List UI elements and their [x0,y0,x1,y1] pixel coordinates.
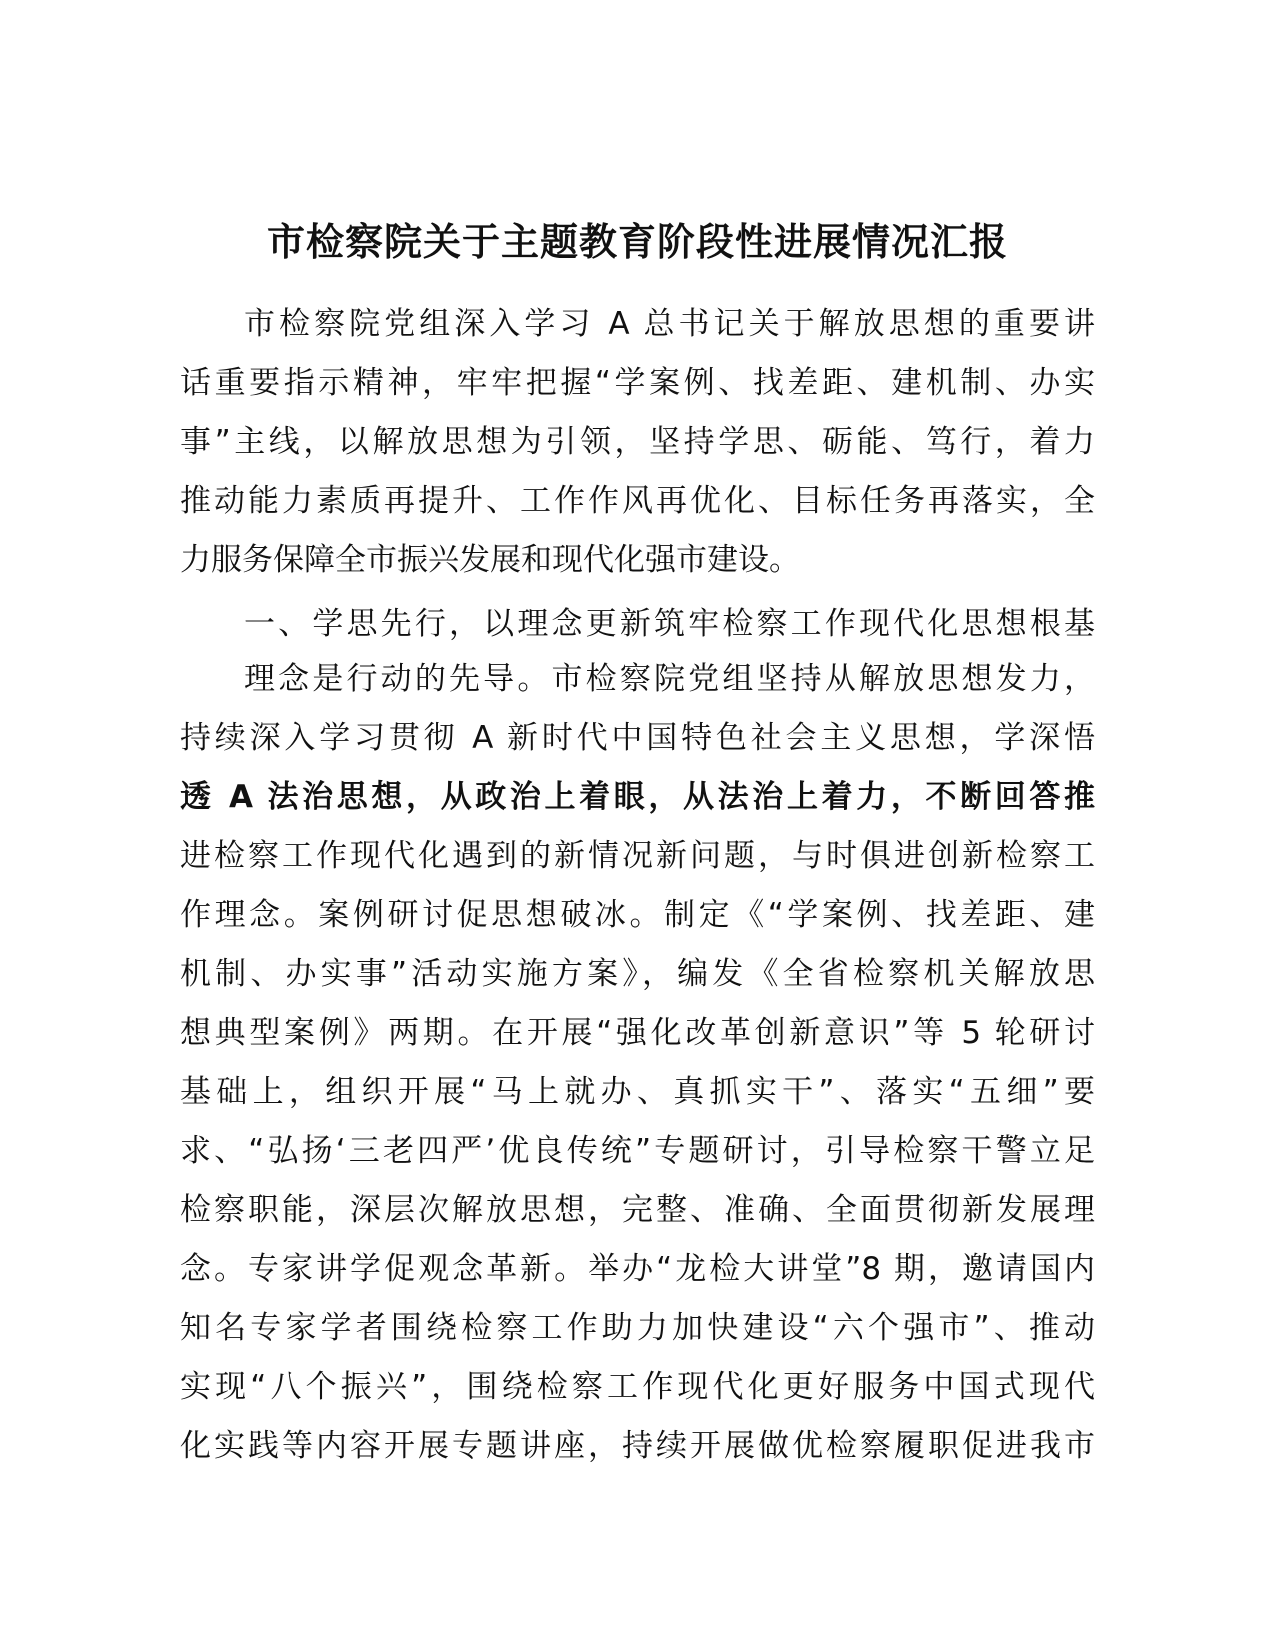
paragraph-line: 事”主线，以解放思想为引领，坚持学思、砺能、笃行，着力 [180,424,1095,460]
section-1-paragraph [180,650,1095,1476]
paragraph-line: 话重要指示精神，牢牢把握“学案例、找差距、建机制、办实 [180,365,1095,401]
paragraph-line: 化实践等内容开展专题讲座，持续开展做优检察履职促进我市 [180,1428,1095,1464]
intro-paragraph [180,295,1095,590]
document-title: 市检察院关于主题教育阶段性进展情况汇报 [266,220,1008,264]
paragraph-line: 想典型案例》两期。在开展“强化改革创新意识”等 5 轮研讨 [180,1015,1095,1051]
paragraph-line: 机制、办实事”活动实施方案》，编发《全省检察机关解放思 [180,956,1095,992]
paragraph-line: 检察职能，深层次解放思想，完整、准确、全面贯彻新发展理 [180,1192,1095,1228]
section-heading-text: 一、学思先行，以理念更新筑牢检察工作现代化思想根基 [244,606,1095,642]
paragraph-line: 进检察工作现代化遇到的新情况新问题，与时俱进创新检察工 [180,838,1095,874]
paragraph-line: 理念是行动的先导。市检察院党组坚持从解放思想发力， [244,661,1095,697]
paragraph-line: 持续深入学习贯彻 A 新时代中国特色社会主义思想，学深悟 [180,720,1095,756]
paragraph-line: 实现“八个振兴”，围绕检察工作现代化更好服务中国式现代 [180,1369,1095,1405]
paragraph-line: 透 A 法治思想，从政治上着眼，从法治上着力，不断回答推 [180,779,1095,815]
paragraph-line: 基础上，组织开展“马上就办、真抓实干”、落实“五细”要 [180,1074,1095,1110]
paragraph-line: 作理念。案例研讨促思想破冰。制定《“学案例、找差距、建 [180,897,1095,933]
paragraph-line: 推动能力素质再提升、工作作风再优化、目标任务再落实，全 [180,483,1095,519]
paragraph-line: 力服务保障全市振兴发展和现代化强市建设。 [180,542,800,578]
paragraph-line: 市检察院党组深入学习 A 总书记关于解放思想的重要讲 [244,306,1095,342]
paragraph-line: 求、“弘扬‘三老四严’优良传统”专题研讨，引导检察干警立足 [180,1133,1095,1169]
paragraph-line: 念。专家讲学促观念革新。举办“龙检大讲堂”8 期，邀请国内 [180,1251,1095,1287]
paragraph-line: 知名专家学者围绕检察工作助力加快建设“六个强市”、推动 [180,1310,1095,1346]
section-heading [180,595,1095,654]
